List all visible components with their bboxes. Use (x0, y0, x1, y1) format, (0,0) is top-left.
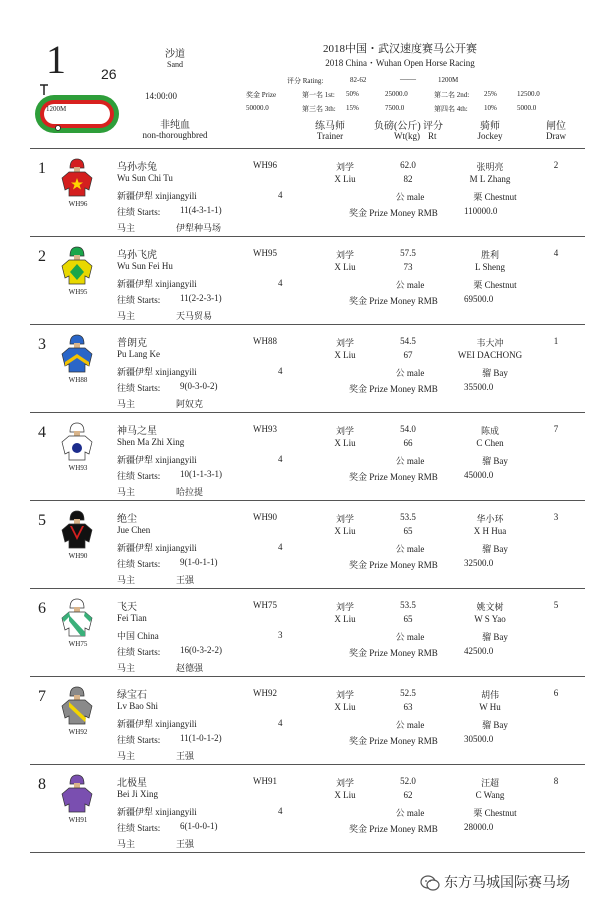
row-divider (30, 236, 585, 237)
horse-rating: 65 (403, 614, 413, 624)
draw: 2 (553, 160, 559, 170)
footer-brand (420, 872, 570, 892)
horse-owner: 天马贸易 (176, 311, 213, 321)
horse-age: 4 (278, 542, 283, 552)
place-3-amount: 7500.0 (385, 104, 405, 112)
horse-code: WH90 (253, 512, 277, 522)
rating-value: 82-62 (350, 76, 367, 84)
horse-age: 4 (278, 190, 283, 200)
prize-money-label: 奖金 Prize Money RMB (349, 384, 438, 394)
carried-weight: 52.5 (400, 688, 416, 698)
starts-label: 往绩 Starts: (117, 735, 161, 745)
horse-rating: 66 (403, 438, 413, 448)
trainer-en: X Liu (334, 702, 356, 712)
prize-money-label: 奖金 Prize Money RMB (349, 648, 438, 658)
horse-owner: 赵德强 (176, 663, 204, 673)
starts-label: 往绩 Starts: (117, 383, 161, 393)
draw: 3 (553, 512, 559, 522)
horse-name-en: Wu Sun Chi Tu (117, 173, 173, 183)
horse-name-cn: 飞天 (117, 602, 137, 613)
jockey-silks-icon (60, 772, 94, 814)
horse-rating: 67 (403, 350, 413, 360)
header-draw-en: Draw (546, 131, 566, 141)
carried-weight: 52.0 (400, 776, 416, 786)
horse-name-cn: 普朗克 (117, 338, 147, 349)
horse-age: 4 (278, 366, 283, 376)
prize-money: 30500.0 (464, 734, 494, 744)
jockey-en: C Chen (476, 438, 504, 448)
header-weight-en: Wt(kg) (394, 131, 420, 141)
row-divider (30, 588, 585, 589)
prize-money-label: 奖金 Prize Money RMB (349, 472, 438, 482)
place-2-amount: 12500.0 (517, 90, 540, 98)
draw: 4 (553, 248, 559, 258)
header-jockey-cn: 骑师 (480, 121, 500, 132)
prize-money-label: 奖金 Prize Money RMB (349, 208, 438, 218)
carried-weight: 62.0 (400, 160, 416, 170)
jockey-silks-icon (60, 508, 94, 550)
horse-entry (0, 150, 600, 236)
entry-number: 2 (38, 248, 46, 265)
carried-weight: 53.5 (400, 600, 416, 610)
horse-color: 骝 Bay (482, 720, 508, 730)
horse-starts: 9(0-3-0-2) (180, 381, 218, 391)
trainer-cn: 刘学 (335, 602, 354, 612)
horse-starts: 11(4-3-1-1) (180, 205, 222, 215)
draw: 1 (553, 336, 559, 346)
horse-sex: 公 male (395, 544, 425, 554)
carried-weight: 53.5 (400, 512, 416, 522)
entry-number: 8 (38, 776, 46, 793)
silks-code: WH88 (68, 376, 88, 384)
horse-origin: 中国 China (117, 631, 159, 641)
wechat-icon (420, 874, 440, 892)
jockey-cn: 胡伟 (480, 690, 499, 700)
horse-sex: 公 male (395, 720, 425, 730)
horse-origin: 新疆伊犁 xinjiangyili (117, 367, 197, 377)
horse-name-cn: 神马之星 (117, 426, 157, 437)
trainer-cn: 刘学 (335, 778, 354, 788)
jockey-en: L Sheng (475, 262, 505, 272)
trainer-en: X Liu (334, 790, 356, 800)
place-1-pct: 50% (346, 90, 359, 98)
horse-starts: 16(0-3-2-2) (180, 645, 222, 655)
entry-number: 7 (38, 688, 46, 705)
horse-color: 骝 Bay (482, 544, 508, 554)
track-diagram (30, 82, 130, 138)
rating-label: 评分 Rating: (287, 77, 324, 85)
header-trainer-cn: 练马师 (315, 121, 345, 132)
horse-color: 栗 Chestnut (473, 192, 517, 202)
entry-number: 5 (38, 512, 46, 529)
carried-weight: 54.5 (400, 336, 416, 346)
entry-number: 3 (38, 336, 46, 353)
place-2-label: 第二名 2nd: (434, 91, 470, 99)
carried-weight: 54.0 (400, 424, 416, 434)
owner-label: 马主 (117, 575, 136, 585)
row-divider (30, 324, 585, 325)
title-en: 2018 China・Wuhan Open Horse Racing (325, 58, 475, 68)
starts-label: 往绩 Starts: (117, 471, 161, 481)
trainer-cn: 刘学 (335, 426, 354, 436)
jockey-en: WEI DACHONG (457, 350, 523, 360)
prize-money-label: 奖金 Prize Money RMB (349, 736, 438, 746)
place-2-pct: 25% (484, 90, 497, 98)
owner-label: 马主 (117, 839, 136, 849)
silks-code: WH92 (68, 728, 88, 736)
race-number: 1 (46, 37, 66, 82)
entry-number: 4 (38, 424, 46, 441)
jockey-en: W Hu (479, 702, 501, 712)
jockey-cn: 华小环 (476, 514, 504, 524)
draw: 8 (553, 776, 559, 786)
horse-code: WH91 (253, 776, 277, 786)
prize-total: 50000.0 (246, 104, 269, 112)
jockey-silks-icon (60, 684, 94, 726)
horse-owner: 哈拉提 (176, 487, 204, 497)
starts-label: 往绩 Starts: (117, 823, 161, 833)
horse-name-en: Bei Ji Xing (117, 789, 159, 799)
horse-owner: 王强 (176, 839, 195, 849)
trainer-cn: 刘学 (335, 250, 354, 260)
header-rating-cn: 评分 (423, 121, 443, 132)
horse-name-cn: 乌孙飞虎 (117, 250, 157, 261)
horse-sex: 公 male (395, 368, 425, 378)
trainer-cn: 刘学 (335, 338, 354, 348)
header-divider (30, 148, 585, 149)
breed-en: non-thoroughbred (142, 130, 208, 140)
place-1-label: 第一名 1st: (302, 91, 335, 99)
horse-starts: 11(1-0-1-2) (180, 733, 222, 743)
header-weight-cn: 负磅(公斤) (374, 121, 421, 132)
footer-brand-text: 东方马城国际赛马场 (444, 876, 570, 891)
breed-cn: 非纯血 (160, 120, 190, 131)
horse-entry (0, 502, 600, 588)
jockey-cn: 韦大冲 (476, 338, 504, 348)
horse-name-cn: 绿宝石 (117, 690, 147, 701)
jockey-cn: 汪超 (480, 778, 499, 788)
owner-label: 马主 (117, 751, 136, 761)
jockey-silks-icon (60, 420, 94, 462)
jockey-cn: 胜利 (480, 250, 499, 260)
jockey-cn: 陈成 (480, 426, 499, 436)
header-trainer-en: Trainer (316, 131, 344, 141)
trainer-en: X Liu (334, 350, 356, 360)
trainer-cn: 刘学 (335, 514, 354, 524)
trainer-en: X Liu (334, 438, 356, 448)
horse-entry (0, 590, 600, 676)
rating-dash: —— (400, 74, 416, 83)
jockey-silks-icon (60, 156, 94, 198)
silks-code: WH75 (68, 640, 88, 648)
horse-name-en: Fei Tian (117, 613, 147, 623)
entry-number: 6 (38, 600, 46, 617)
horse-sex: 公 male (395, 280, 425, 290)
trainer-cn: 刘学 (335, 162, 354, 172)
horse-name-cn: 绝尘 (117, 514, 137, 525)
entry-number: 1 (38, 160, 46, 177)
starts-label: 往绩 Starts: (117, 295, 161, 305)
horse-owner: 王强 (176, 575, 195, 585)
trainer-en: X Liu (334, 526, 356, 536)
horse-color: 骝 Bay (482, 368, 508, 378)
prize-money-label: 奖金 Prize Money RMB (349, 560, 438, 570)
prize-money: 28000.0 (464, 822, 494, 832)
owner-label: 马主 (117, 487, 136, 497)
owner-label: 马主 (117, 223, 136, 233)
horse-origin: 新疆伊犁 xinjiangyili (117, 191, 197, 201)
horse-code: WH95 (253, 248, 277, 258)
place-1-amount: 25000.0 (385, 90, 408, 98)
horse-name-cn: 北极星 (117, 778, 147, 789)
distance: 1200M (438, 76, 459, 84)
horse-origin: 新疆伊犁 xinjiangyili (117, 279, 197, 289)
place-4-label: 第四名 4th: (434, 105, 468, 113)
row-divider (30, 412, 585, 413)
jockey-en: M L Zhang (469, 174, 511, 184)
horse-color: 骝 Bay (482, 456, 508, 466)
horse-code: WH75 (253, 600, 277, 610)
horse-code: WH96 (253, 160, 277, 170)
surface-cn: 沙道 (165, 49, 185, 60)
row-divider (30, 676, 585, 677)
horse-sex: 公 male (395, 632, 425, 642)
horse-name-en: Shen Ma Zhi Xing (117, 437, 185, 447)
horse-age: 3 (278, 630, 283, 640)
jockey-en: X H Hua (473, 526, 507, 536)
horse-origin: 新疆伊犁 xinjiangyili (117, 719, 197, 729)
owner-label: 马主 (117, 311, 136, 321)
trainer-en: X Liu (334, 262, 356, 272)
draw: 6 (553, 688, 559, 698)
starts-label: 往绩 Starts: (117, 559, 161, 569)
silks-code: WH90 (68, 552, 88, 560)
horse-name-en: Jue Chen (117, 525, 151, 535)
prize-money: 42500.0 (464, 646, 494, 656)
horse-entry (0, 238, 600, 324)
jockey-en: W S Yao (474, 614, 506, 624)
horse-entry (0, 678, 600, 764)
prize-money: 69500.0 (464, 294, 494, 304)
horse-starts: 6(1-0-0-1) (180, 821, 218, 831)
horse-code: WH88 (253, 336, 277, 346)
horse-rating: 82 (403, 174, 413, 184)
jockey-silks-icon (60, 332, 94, 374)
horse-color: 栗 Chestnut (473, 280, 517, 290)
jockey-cn: 张明亮 (476, 162, 504, 172)
row-divider (30, 764, 585, 765)
surface-en: Sand (167, 60, 183, 69)
horse-starts: 11(2-2-3-1) (180, 293, 222, 303)
silks-code: WH91 (68, 816, 88, 824)
silks-code: WH95 (68, 288, 88, 296)
horse-age: 4 (278, 454, 283, 464)
jockey-silks-icon (60, 244, 94, 286)
prize-money: 45000.0 (464, 470, 494, 480)
horse-sex: 公 male (395, 192, 425, 202)
horse-origin: 新疆伊犁 xinjiangyili (117, 807, 197, 817)
row-divider (30, 852, 585, 853)
horse-owner: 王强 (176, 751, 195, 761)
title-cn: 2018中国・武汉速度赛马公开赛 (323, 43, 477, 55)
horse-entry (0, 414, 600, 500)
horse-age: 4 (278, 806, 283, 816)
horse-code: WH93 (253, 424, 277, 434)
place-4-amount: 5000.0 (517, 104, 537, 112)
field-size: 26 (101, 66, 117, 82)
jockey-silks-icon (60, 596, 94, 638)
place-3-label: 第三名 3th: (302, 105, 336, 113)
horse-name-en: Pu Lang Ke (117, 349, 160, 359)
silks-code: WH96 (68, 200, 88, 208)
horse-entry (0, 326, 600, 412)
prize-money-label: 奖金 Prize Money RMB (349, 296, 438, 306)
prize-label: 奖金 Prize (246, 91, 277, 99)
horse-name-en: Lv Bao Shi (117, 701, 159, 711)
jockey-en: C Wang (475, 790, 505, 800)
horse-rating: 73 (403, 262, 413, 272)
header-draw-cn: 闸位 (546, 121, 566, 132)
place-3-pct: 15% (346, 104, 359, 112)
prize-money-label: 奖金 Prize Money RMB (349, 824, 438, 834)
horse-name-en: Wu Sun Fei Hu (117, 261, 173, 271)
horse-sex: 公 male (395, 808, 425, 818)
prize-money: 35500.0 (464, 382, 494, 392)
horse-rating: 62 (403, 790, 413, 800)
trainer-en: X Liu (334, 614, 356, 624)
horse-origin: 新疆伊犁 xinjiangyili (117, 543, 197, 553)
trainer-cn: 刘学 (335, 690, 354, 700)
trainer-en: X Liu (334, 174, 356, 184)
horse-entry (0, 766, 600, 852)
horse-age: 4 (278, 278, 283, 288)
owner-label: 马主 (117, 399, 136, 409)
horse-rating: 63 (403, 702, 413, 712)
horse-starts: 9(1-0-1-1) (180, 557, 218, 567)
row-divider (30, 500, 585, 501)
horse-starts: 10(1-1-3-1) (180, 469, 222, 479)
horse-color: 栗 Chestnut (473, 808, 517, 818)
horse-name-cn: 乌孙赤兔 (117, 162, 157, 173)
header-rating-en: Rt (428, 131, 437, 141)
starts-label: 往绩 Starts: (117, 207, 161, 217)
starts-label: 往绩 Starts: (117, 647, 161, 657)
horse-origin: 新疆伊犁 xinjiangyili (117, 455, 197, 465)
horse-color: 骝 Bay (482, 632, 508, 642)
horse-owner: 伊犁种马场 (176, 223, 222, 233)
jockey-cn: 姚文树 (476, 602, 504, 612)
place-4-pct: 10% (484, 104, 497, 112)
silks-code: WH93 (68, 464, 88, 472)
owner-label: 马主 (117, 663, 136, 673)
header-jockey-en: Jockey (477, 131, 503, 141)
horse-code: WH92 (253, 688, 277, 698)
horse-age: 4 (278, 718, 283, 728)
horse-owner: 阿奴克 (176, 399, 204, 409)
track-label: 1200M (46, 105, 67, 113)
carried-weight: 57.5 (400, 248, 416, 258)
horse-sex: 公 male (395, 456, 425, 466)
prize-money: 110000.0 (464, 206, 498, 216)
draw: 5 (553, 600, 559, 610)
draw: 7 (553, 424, 559, 434)
prize-money: 32500.0 (464, 558, 494, 568)
race-time: 14:00:00 (145, 91, 178, 101)
horse-rating: 65 (403, 526, 413, 536)
